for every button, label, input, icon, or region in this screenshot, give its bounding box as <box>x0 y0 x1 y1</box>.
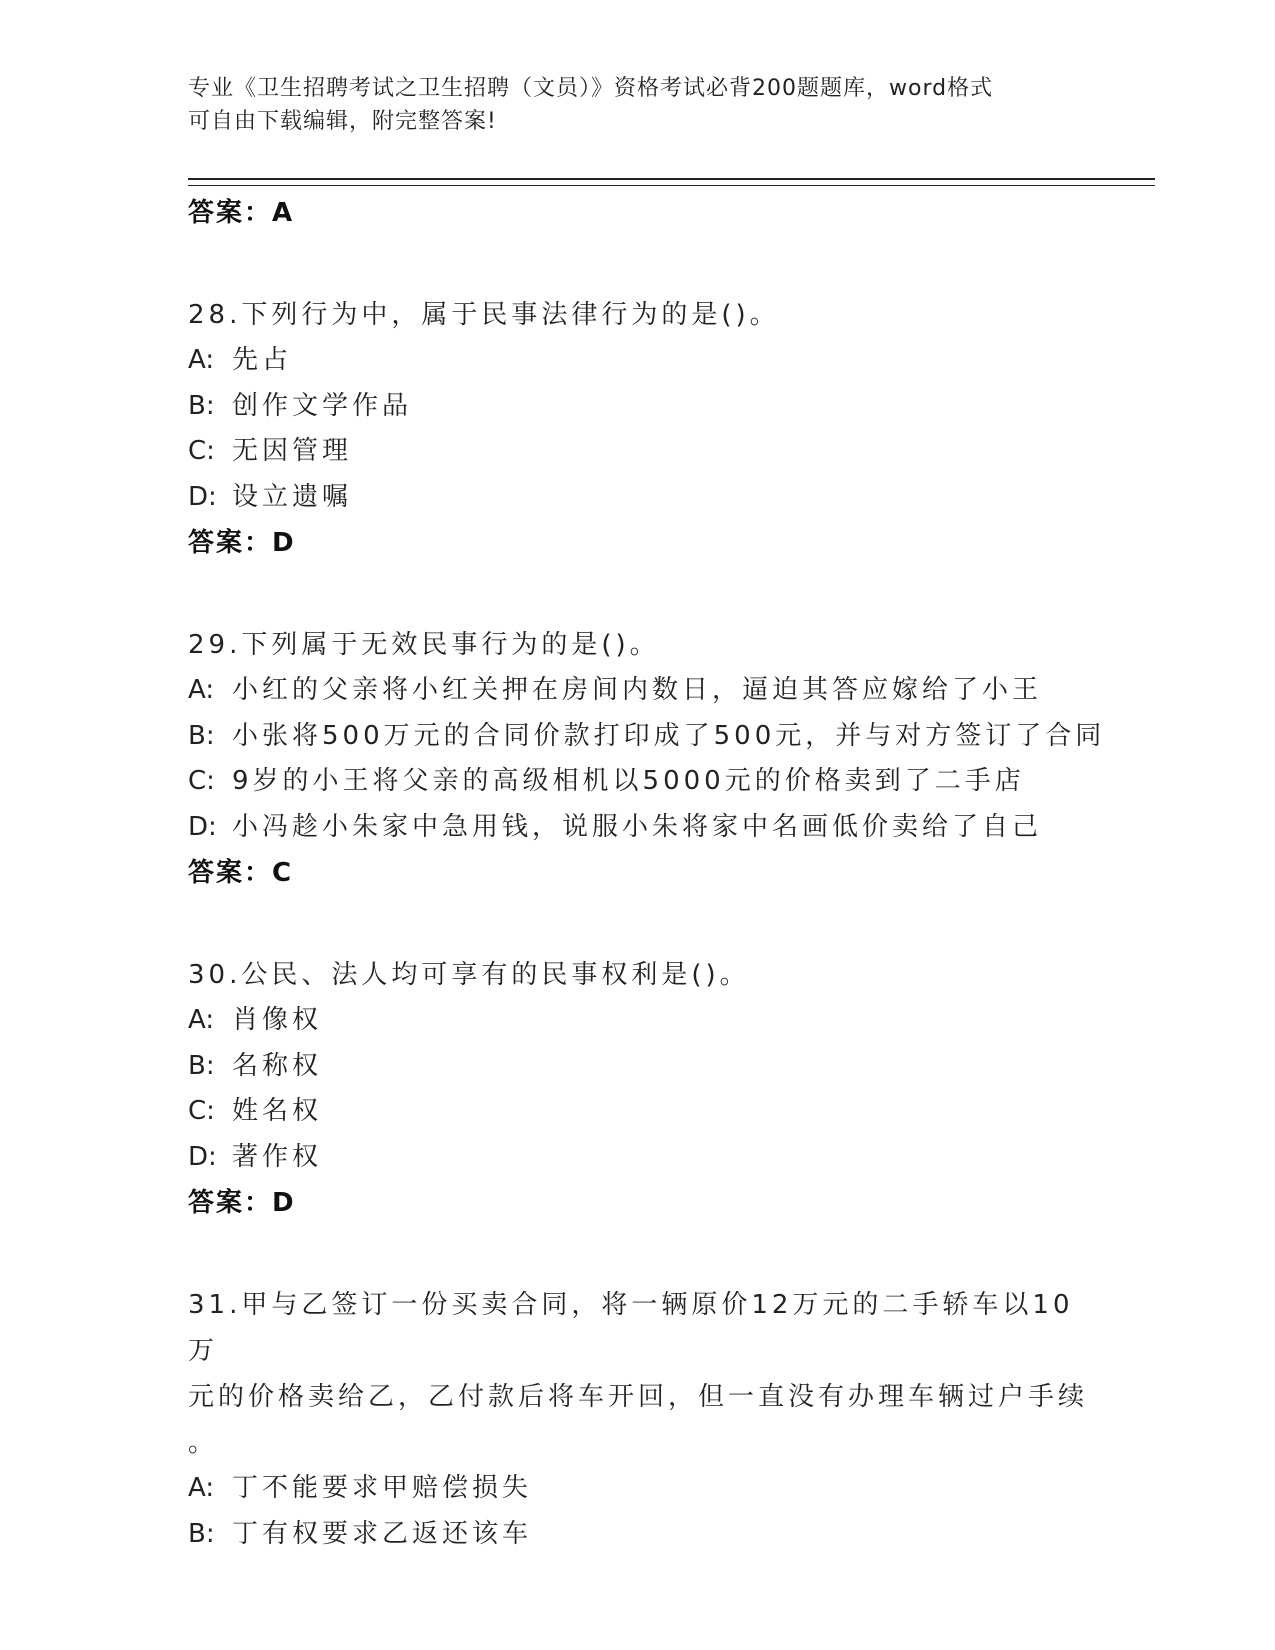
option-key: C: <box>188 766 215 796</box>
option-text: 小红的父亲将小红关押在房间内数日，逼迫其答应嫁给了小王 <box>232 675 1043 705</box>
header-line-2: 可自由下载编辑，附完整答案! <box>188 109 497 134</box>
option-text: 小冯趁小朱家中急用钱，说服小朱将家中名画低价卖给了自己 <box>232 811 1043 842</box>
answer-label: 答案：C <box>188 858 294 888</box>
answer-label: 答案：A <box>188 198 295 228</box>
question-stem: 30.公民、法人均可享有的民事权利是()。 <box>188 960 750 990</box>
answer-option <box>188 1512 1088 1558</box>
option-text: 名称权 <box>232 1050 323 1081</box>
option-text: 小张将500万元的合同价款打印成了500元，并与对方签订了合同 <box>232 720 1106 751</box>
question-block <box>188 1282 1088 1557</box>
answer-option <box>188 759 1088 805</box>
option-text: 设立遗嘱 <box>232 481 353 512</box>
question-content <box>188 190 1106 1557</box>
answer-option <box>188 1044 1088 1090</box>
question-block <box>188 292 1088 566</box>
option-key: B: <box>188 1518 215 1549</box>
option-text: 无因管理 <box>232 436 353 466</box>
option-text: 创作文学作品 <box>232 390 413 421</box>
question-stem: 31.甲与乙签订一份买卖合同，将一辆原价12万元的二手轿车以10万 <box>188 1290 1074 1366</box>
answer-option <box>188 1135 1088 1181</box>
question-stem: 。 <box>188 1428 219 1458</box>
answer-option <box>188 714 1106 760</box>
option-key: D: <box>188 1141 217 1172</box>
question-block <box>188 622 1106 896</box>
option-key: A: <box>188 1473 215 1503</box>
option-key: D: <box>188 481 217 512</box>
option-key: C: <box>188 436 215 466</box>
answer-option <box>188 429 1088 475</box>
question-stem: 29.下列属于无效民事行为的是()。 <box>188 630 660 660</box>
option-text: 肖像权 <box>232 1005 323 1035</box>
question-stem: 元的价格卖给乙，乙付款后将车开回，但一直没有办理车辆过户手续 <box>188 1382 1089 1412</box>
option-text: 丁不能要求甲赔偿损失 <box>232 1473 533 1503</box>
answer-option <box>188 805 1088 851</box>
option-key: B: <box>188 720 215 751</box>
option-text: 著作权 <box>232 1141 323 1172</box>
option-key: B: <box>188 390 215 421</box>
header-line-1: 专业《卫生招聘考试之卫生招聘（文员）》资格考试必背200题题库，word格式 <box>188 76 994 101</box>
question-list <box>188 292 1106 1557</box>
option-text: 先占 <box>232 345 293 375</box>
header-divider <box>188 178 1155 186</box>
option-key: A: <box>188 345 215 375</box>
question-block <box>188 952 1088 1226</box>
answer-option <box>188 998 1088 1044</box>
option-key: A: <box>188 675 215 705</box>
option-text: 9岁的小王将父亲的高级相机以5000元的价格卖到了二手店 <box>232 766 1025 796</box>
option-key: A: <box>188 1005 215 1035</box>
option-key: B: <box>188 1050 215 1081</box>
question-stem: 28.下列行为中，属于民事法律行为的是()。 <box>188 300 780 330</box>
answer-option <box>188 668 1088 714</box>
answer-option <box>188 1089 1088 1135</box>
option-key: D: <box>188 811 217 842</box>
answer-option <box>188 1466 1088 1512</box>
answer-label: 答案：D <box>188 1188 296 1218</box>
answer-label: 答案：D <box>188 528 296 558</box>
document-header <box>188 72 1088 138</box>
option-key: C: <box>188 1096 215 1126</box>
answer-option <box>188 338 1088 384</box>
option-text: 姓名权 <box>232 1096 323 1126</box>
answer-option <box>188 384 1088 430</box>
answer-option <box>188 475 1088 521</box>
option-text: 丁有权要求乙返还该车 <box>232 1518 533 1549</box>
